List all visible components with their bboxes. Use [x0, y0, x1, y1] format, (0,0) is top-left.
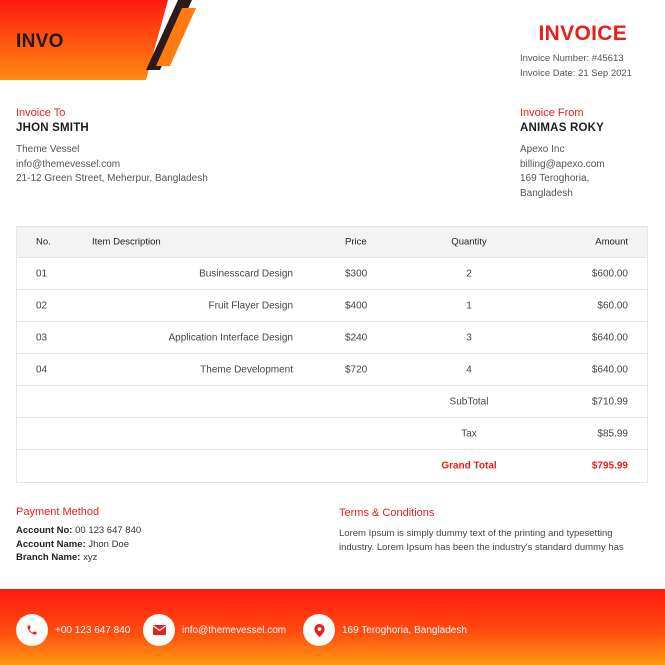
footer-address-text: 169 Teroghoria, Bangladesh	[342, 624, 467, 636]
table-row	[17, 290, 647, 322]
footer-phone-text: +00 123 647 840	[55, 624, 131, 636]
cell-amount: $640.00	[591, 332, 628, 343]
cell-price: $240	[345, 332, 368, 343]
invoice-to-block	[16, 107, 208, 187]
subtotal-row	[17, 386, 647, 418]
grand-total-value: $795.99	[591, 460, 628, 472]
table-row	[17, 322, 647, 354]
invoice-to-name: JHON SMITH	[16, 122, 89, 134]
account-name-line	[16, 538, 141, 552]
branch-name-value: xyz	[83, 552, 98, 563]
terms-block	[339, 506, 649, 556]
cell-price: $720	[345, 364, 368, 375]
invoice-number: Invoice Number: #45613	[520, 53, 624, 64]
cell-description: Application Interface Design	[168, 332, 293, 343]
phone-icon	[16, 614, 48, 646]
invoice-title: INVOICE	[538, 22, 627, 45]
cell-price: $400	[345, 300, 368, 311]
cell-no: 01	[36, 268, 48, 279]
header-price: Price	[345, 236, 367, 248]
invoice-from-email: billing@apexo.com	[520, 158, 605, 170]
cell-amount: $60.00	[597, 300, 628, 311]
table-row	[17, 354, 647, 386]
payment-method-block	[16, 506, 141, 565]
cell-no: 03	[36, 332, 48, 343]
subtotal-label: SubTotal	[449, 396, 489, 407]
cell-quantity: 4	[466, 364, 472, 375]
cell-no: 04	[36, 364, 48, 375]
tax-value: $85.99	[597, 428, 628, 439]
tax-label: Tax	[461, 428, 477, 439]
cell-quantity: 1	[466, 300, 472, 311]
footer-address[interactable]	[303, 614, 467, 646]
account-name-label: Account Name:	[16, 538, 86, 550]
cell-description: Fruit Flayer Design	[208, 300, 293, 311]
invoice-to-label: Invoice To	[16, 107, 66, 119]
cell-quantity: 2	[466, 268, 472, 279]
header-description: Item Description	[92, 236, 161, 248]
terms-label: Terms & Conditions	[339, 507, 435, 519]
invoice-from-address-line1: 169 Teroghoria,	[520, 173, 590, 184]
account-name-value: Jhon Doe	[88, 538, 129, 550]
account-number-label: Account No:	[16, 525, 73, 536]
invoice-to-email: info@themevessel.com	[16, 158, 121, 170]
branch-name-line	[16, 551, 141, 565]
invoice-to-address: 21-12 Green Street, Meherpur, Bangladesh	[16, 173, 208, 184]
cell-price: $300	[345, 268, 368, 279]
invoice-to-company: Theme Vessel	[16, 144, 80, 155]
header-quantity: Quantity	[451, 236, 487, 248]
subtotal-value: $710.99	[591, 396, 628, 407]
footer-phone[interactable]	[16, 614, 130, 646]
logo-text: INVO	[16, 31, 64, 52]
footer	[0, 589, 665, 665]
invoice-from-address-line2: Bangladesh	[520, 187, 573, 199]
cell-description: Theme Development	[200, 364, 293, 375]
table-header	[17, 227, 647, 258]
invoice-from-name: ANIMAS ROKY	[520, 122, 604, 134]
table-row	[17, 258, 647, 290]
invoice-date: Invoice Date: 21 Sep 2021	[520, 68, 632, 79]
tax-row	[17, 418, 647, 450]
branch-name-label: Branch Name:	[16, 552, 81, 563]
invoice-from-label: Invoice From	[520, 107, 584, 119]
map-pin-icon	[303, 614, 335, 646]
logo	[0, 0, 200, 80]
payment-method-label: Payment Method	[16, 506, 100, 518]
cell-amount: $600.00	[591, 268, 628, 279]
invoice-from-block	[520, 107, 605, 201]
envelope-icon	[143, 614, 175, 646]
grand-total-row	[17, 450, 647, 482]
grand-total-label: Grand Total	[441, 460, 497, 472]
account-number-value: 00 123 647 840	[75, 525, 142, 536]
footer-email[interactable]	[143, 614, 286, 646]
invoice-from-company: Apexo Inc	[520, 144, 565, 155]
items-table	[16, 226, 648, 483]
footer-email-text: info@themevessel.com	[182, 624, 287, 636]
cell-no: 02	[36, 300, 48, 311]
cell-description: Businesscard Design	[199, 268, 293, 279]
header-amount: Amount	[595, 236, 628, 248]
cell-quantity: 3	[466, 332, 472, 343]
header-no: No.	[36, 236, 51, 248]
account-number-line	[16, 524, 141, 538]
cell-amount: $640.00	[591, 364, 628, 375]
terms-text: Lorem Ipsum is simply dummy text of the printing and typesetting industry. Lorem Ipsum has been the industry's standard dummy has	[339, 527, 624, 553]
